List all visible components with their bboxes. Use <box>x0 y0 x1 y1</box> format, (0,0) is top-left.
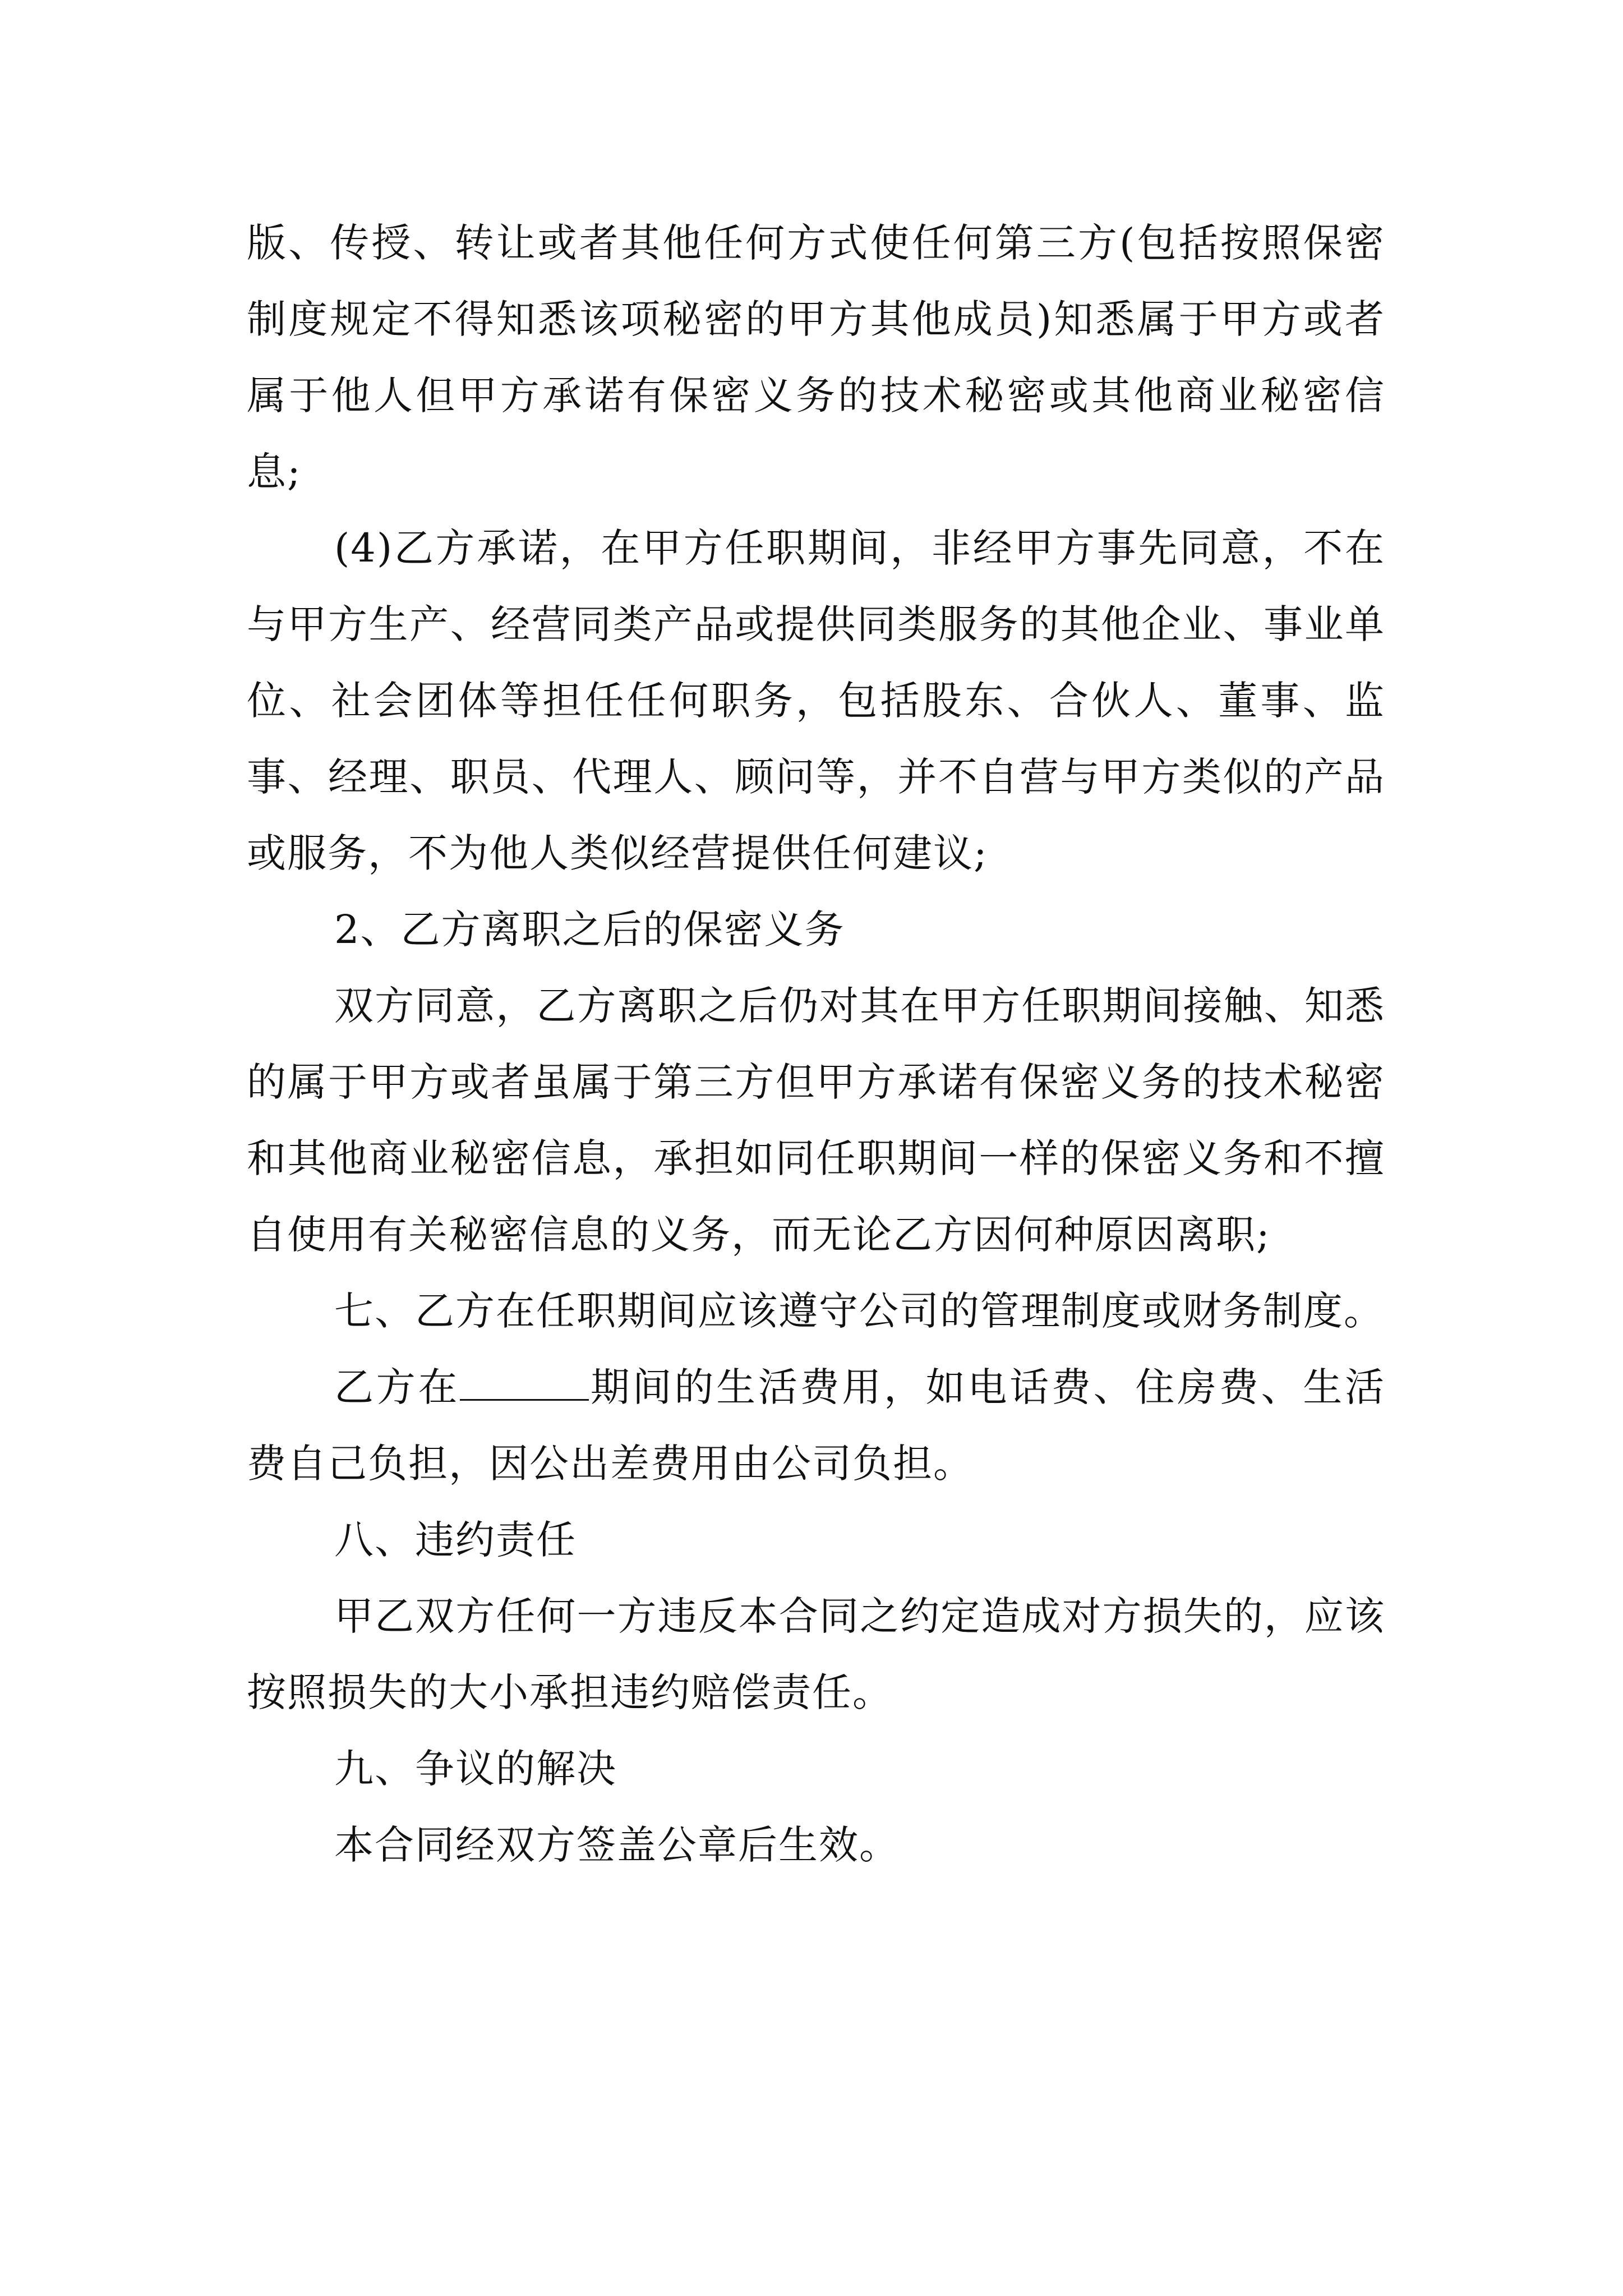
paragraph-breach-liability: 甲乙双方任何一方违反本合同之约定造成对方损失的，应该按照损失的大小承担违约赔偿责任。 <box>247 1593 1385 1715</box>
paragraph-confidentiality-clause-continued: 版、传授、转让或者其他任何方式使任何第三方(包括按照保密制度规定不得知悉该项秘密的甲方其他成员)知悉属于甲方或者属于他人但甲方承诺有保密义务的技术秘密或其他商业秘密信息; <box>247 220 1385 495</box>
paragraph-living-expenses <box>247 1349 1385 1502</box>
heading-section-eight-liability: 八、违约责任 <box>334 1517 577 1563</box>
period-blank-line[interactable] <box>460 1364 589 1401</box>
paragraph-post-employment-obligation: 双方同意，乙方离职之后仍对其在甲方任职期间接触、知悉的属于甲方或者虽属于第三方但甲方承诺有保密义务的技术秘密和其他商业秘密信息，承担如同任职期间一样的保密义务和不擅自使用有关秘密信息的义务，而无论乙方因何种原因离职; <box>247 983 1385 1258</box>
heading-section-nine-disputes: 九、争议的解决 <box>334 1746 617 1792</box>
living-expenses-lead-text: 乙方在 <box>334 1364 460 1410</box>
paragraph-section-seven-rules: 七、乙方在任职期间应该遵守公司的管理制度或财务制度。 <box>334 1288 1384 1334</box>
paragraph-non-compete-commitment: (4)乙方承诺，在甲方任职期间，非经甲方事先同意，不在与甲方生产、经营同类产品或提供同类服务的其他企业、事业单位、社会团体等担任任何职务，包括股东、合伙人、董事、监事、经理、职员、代理人、顾问等，并不自营与甲方类似的产品或服务，不为他人类似经营提供任何建议; <box>247 525 1385 876</box>
living-expenses-rest-text: 期间的生活费用，如电话费、住房费、生活费自己负担，因公出差费用由公司负担。 <box>247 1364 1386 1487</box>
document-body <box>247 205 1385 1883</box>
heading-post-employment-confidentiality: 2、乙方离职之后的保密义务 <box>334 907 845 953</box>
paragraph-effective-clause: 本合同经双方签盖公章后生效。 <box>334 1822 900 1868</box>
